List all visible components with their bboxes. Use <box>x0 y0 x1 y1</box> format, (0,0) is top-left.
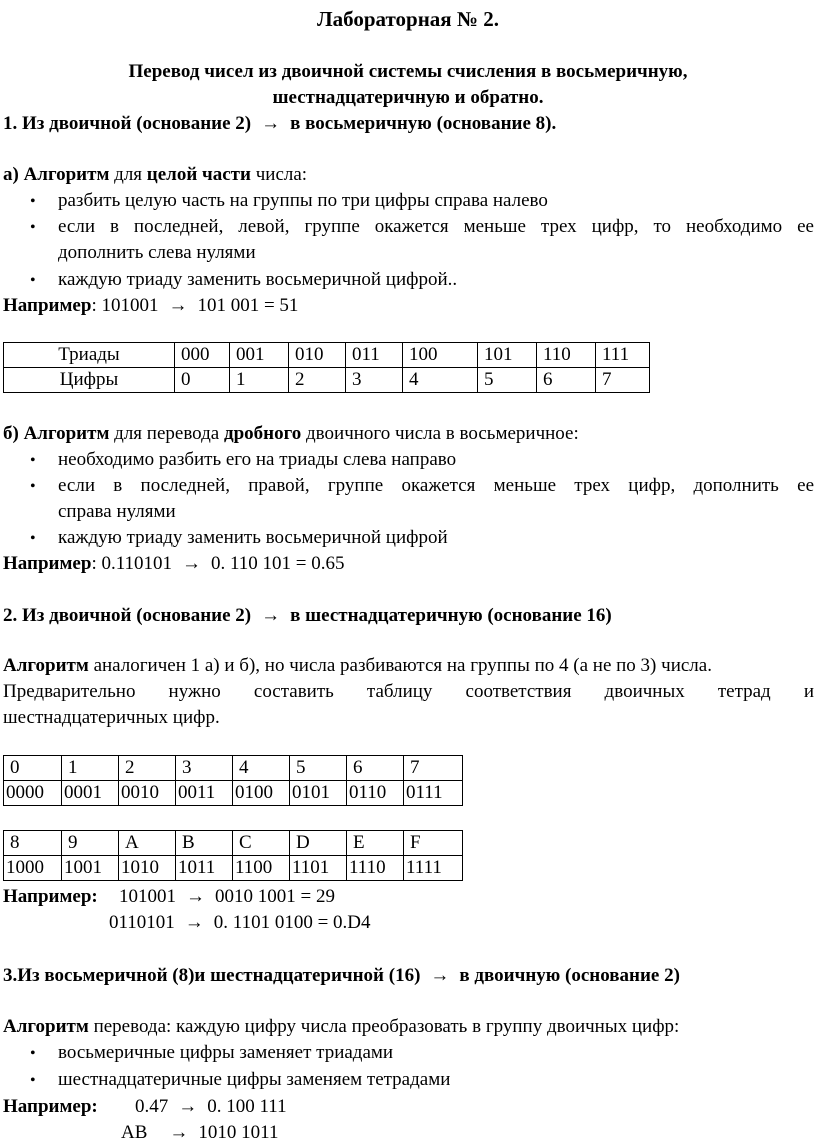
hex-table-2 <box>3 830 463 881</box>
table-cell: 5 <box>478 368 537 393</box>
list-item: шестнадцатеричные цифры заменяем тетрадами <box>58 1069 451 1090</box>
table-cell: 0101 <box>290 781 347 806</box>
table-cell: A <box>119 831 176 856</box>
arrow-icon: → <box>186 886 205 907</box>
table-cell: 0010 <box>119 781 176 806</box>
table-cell: B <box>176 831 233 856</box>
table-cell: 1011 <box>176 856 233 881</box>
section-3-heading: 3.Из восьмеричной (8)и шестнадцатеричной (16) → в двоичную (основание 2) <box>3 962 680 989</box>
bullet-icon: • <box>30 272 36 289</box>
list-item-continuation: дополнить слева нулями <box>58 242 256 263</box>
table-cell: 0111 <box>404 781 463 806</box>
bullet-icon: • <box>30 1072 36 1089</box>
table-cell: 0 <box>4 756 62 781</box>
table-cell: 001 <box>230 343 289 368</box>
table-row <box>4 368 650 393</box>
example-3b-value: AB → 1010 1011 <box>121 1119 278 1146</box>
table-cell: 010 <box>289 343 346 368</box>
table-cell: 111 <box>596 343 650 368</box>
bullet-icon: • <box>30 478 36 495</box>
list-item: если в последней, левой, группе окажется меньше трех цифр, то необходимо ее <box>58 216 814 237</box>
table-cell: 2 <box>289 368 346 393</box>
table-cell: 5 <box>290 756 347 781</box>
bullet-icon: • <box>30 193 36 210</box>
table-cell: 4 <box>233 756 290 781</box>
arrow-icon: → <box>168 295 188 316</box>
table-cell: 3 <box>176 756 233 781</box>
example-2a: Например: <box>3 886 98 907</box>
bullet-icon: • <box>30 1045 36 1062</box>
triads-table <box>3 342 650 393</box>
table-cell: 6 <box>347 756 404 781</box>
arrow-icon: → <box>184 912 204 933</box>
table-cell: 7 <box>404 756 463 781</box>
table-row <box>4 756 463 781</box>
table-cell: 3 <box>346 368 403 393</box>
table-cell: 1 <box>230 368 289 393</box>
section-2-text: Предварительно нужно составить таблицу соответствия двоичных тетрад и <box>3 681 814 702</box>
table-cell: 0 <box>175 368 230 393</box>
list-item: разбить целую часть на группы по три цифры справа налево <box>58 190 548 211</box>
example-1b: Например: 0.110101 → 0. 110 101 = 0.65 <box>3 550 345 577</box>
example-2a-value: 101001 → 0010 1001 = 29 <box>119 883 335 910</box>
list-item: восьмеричные цифры заменяет триадами <box>58 1042 394 1063</box>
list-item: каждую триаду заменить восьмеричной цифрой <box>58 527 448 548</box>
example-2b-value: 0110101 → 0. 1101 0100 = 0.D4 <box>109 909 371 936</box>
section-1a-algorithm: а) Алгоритм для целой части числа: <box>3 164 308 185</box>
list-item: необходимо разбить его на триады слева направо <box>58 449 457 470</box>
table-cell: 100 <box>403 343 478 368</box>
table-cell: 0011 <box>176 781 233 806</box>
table-cell: 9 <box>62 831 119 856</box>
bullet-icon: • <box>30 530 36 547</box>
table-cell: 7 <box>596 368 650 393</box>
table-cell: Цифры <box>4 368 175 393</box>
list-item-continuation: справа нулями <box>58 501 176 522</box>
arrow-icon: → <box>169 1122 189 1143</box>
table-cell: 1000 <box>4 856 62 881</box>
arrow-icon: → <box>261 605 281 626</box>
arrow-icon: → <box>182 553 202 574</box>
table-cell: 6 <box>537 368 596 393</box>
table-cell: 0000 <box>4 781 62 806</box>
table-row <box>4 856 463 881</box>
table-cell: 2 <box>119 756 176 781</box>
arrow-icon: → <box>178 1096 198 1117</box>
table-cell: F <box>404 831 463 856</box>
bullet-icon: • <box>30 452 36 469</box>
section-1-heading: 1. Из двоичной (основание 2) → в восьмеричную (основание 8). <box>3 110 556 137</box>
table-cell: 4 <box>403 368 478 393</box>
table-cell: D <box>290 831 347 856</box>
table-cell: 101 <box>478 343 537 368</box>
table-cell: C <box>233 831 290 856</box>
table-cell: 1001 <box>62 856 119 881</box>
example-1a: Например: 101001 → 101 001 = 51 <box>3 292 298 319</box>
bullet-icon: • <box>30 219 36 236</box>
section-2-text: шестнадцатеричных цифр. <box>3 707 220 728</box>
list-item: если в последней, правой, группе окажется меньше трех цифр, дополнить ее <box>58 475 814 496</box>
arrow-icon: → <box>261 113 281 134</box>
table-cell: E <box>347 831 404 856</box>
table-cell: 1111 <box>404 856 463 881</box>
table-cell: 110 <box>537 343 596 368</box>
example-3a-value: 0.47 → 0. 100 111 <box>135 1093 287 1120</box>
table-cell: 8 <box>4 831 62 856</box>
table-row <box>4 343 650 368</box>
table-row <box>4 831 463 856</box>
table-cell: 1101 <box>290 856 347 881</box>
section-3-algorithm: Алгоритм перевода: каждую цифру числа преобразовать в группу двоичных цифр: <box>3 1016 680 1037</box>
table-cell: 1010 <box>119 856 176 881</box>
section-1b-algorithm: б) Алгоритм для перевода дробного двоичного числа в восьмеричное: <box>3 423 579 444</box>
table-cell: 1110 <box>347 856 404 881</box>
section-2-heading: 2. Из двоичной (основание 2) → в шестнадцатеричную (основание 16) <box>3 602 612 629</box>
section-2-algorithm: Алгоритм аналогичен 1 а) и б), но числа разбиваются на группы по 4 (а не по 3) числа. <box>3 655 712 676</box>
table-cell: 0110 <box>347 781 404 806</box>
hex-table-1 <box>3 755 463 806</box>
table-cell: Триады <box>4 343 175 368</box>
page-title: Лабораторная № 2. <box>316 7 500 31</box>
example-3a: Например: <box>3 1096 98 1117</box>
table-cell: 1 <box>62 756 119 781</box>
table-cell: 0100 <box>233 781 290 806</box>
table-cell: 000 <box>175 343 230 368</box>
table-cell: 011 <box>346 343 403 368</box>
list-item: каждую триаду заменить восьмеричной цифрой.. <box>58 269 458 290</box>
table-cell: 0001 <box>62 781 119 806</box>
table-cell: 1100 <box>233 856 290 881</box>
arrow-icon: → <box>430 965 450 986</box>
subtitle-line-1: Перевод чисел из двоичной системы счисления в восьмеричную, <box>128 61 688 82</box>
table-row <box>4 781 463 806</box>
subtitle-line-2: шестнадцатеричную и обратно. <box>272 87 544 108</box>
